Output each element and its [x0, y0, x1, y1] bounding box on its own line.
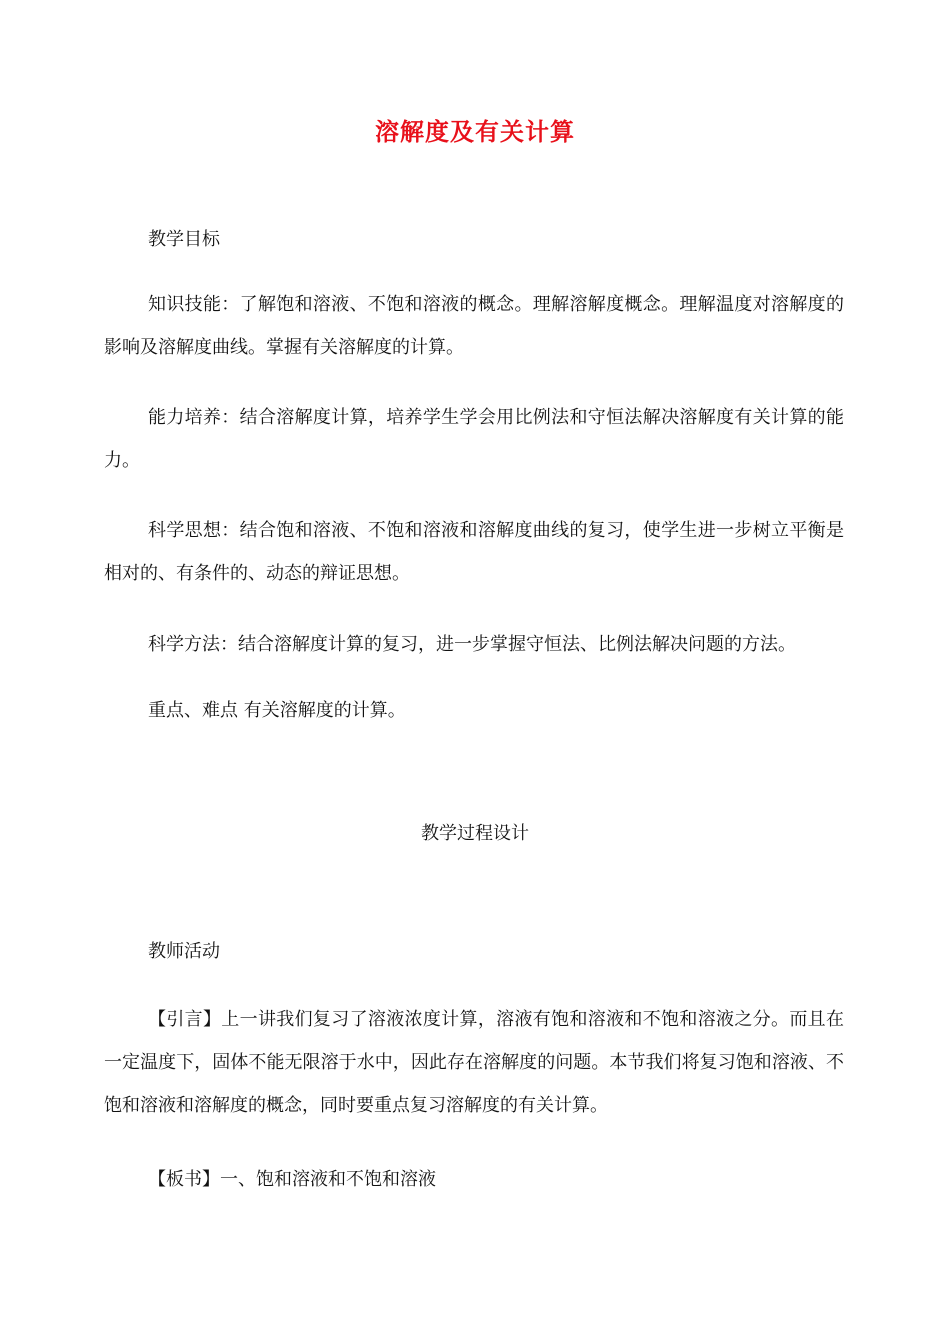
knowledge-skills-paragraph: 知识技能：了解饱和溶液、不饱和溶液的概念。理解溶解度概念。理解温度对溶解度的影响及溶解度曲线。掌握有关溶解度的计算。: [104, 294, 844, 358]
document-title: 溶解度及有关计算: [375, 118, 575, 146]
teacher-activity-heading: 教师活动: [148, 941, 220, 962]
process-heading: 教学过程设计: [421, 823, 529, 844]
ability-paragraph: 能力培养：结合溶解度计算，培养学生学会用比例法和守恒法解决溶解度有关计算的能力。: [104, 407, 844, 471]
key-points-paragraph: 重点、难点 有关溶解度的计算。: [148, 700, 406, 721]
intro-paragraph: 【引言】上一讲我们复习了溶液浓度计算，溶液有饱和溶液和不饱和溶液之分。而且在一定温度下，固体不能无限溶于水中，因此存在溶解度的问题。本节我们将复习饱和溶液、不饱和溶液和溶解度的概念，同时要重点复习溶解度的有关计算。: [104, 1009, 844, 1116]
board-paragraph: 【板书】一、饱和溶液和不饱和溶液: [148, 1169, 436, 1190]
scientific-method-paragraph: 科学方法：结合溶解度计算的复习，进一步掌握守恒法、比例法解决问题的方法。: [148, 634, 796, 655]
scientific-thinking-paragraph: 科学思想：结合饱和溶液、不饱和溶液和溶解度曲线的复习，使学生进一步树立平衡是相对的、有条件的、动态的辩证思想。: [104, 520, 844, 584]
goals-heading: 教学目标: [148, 229, 220, 250]
